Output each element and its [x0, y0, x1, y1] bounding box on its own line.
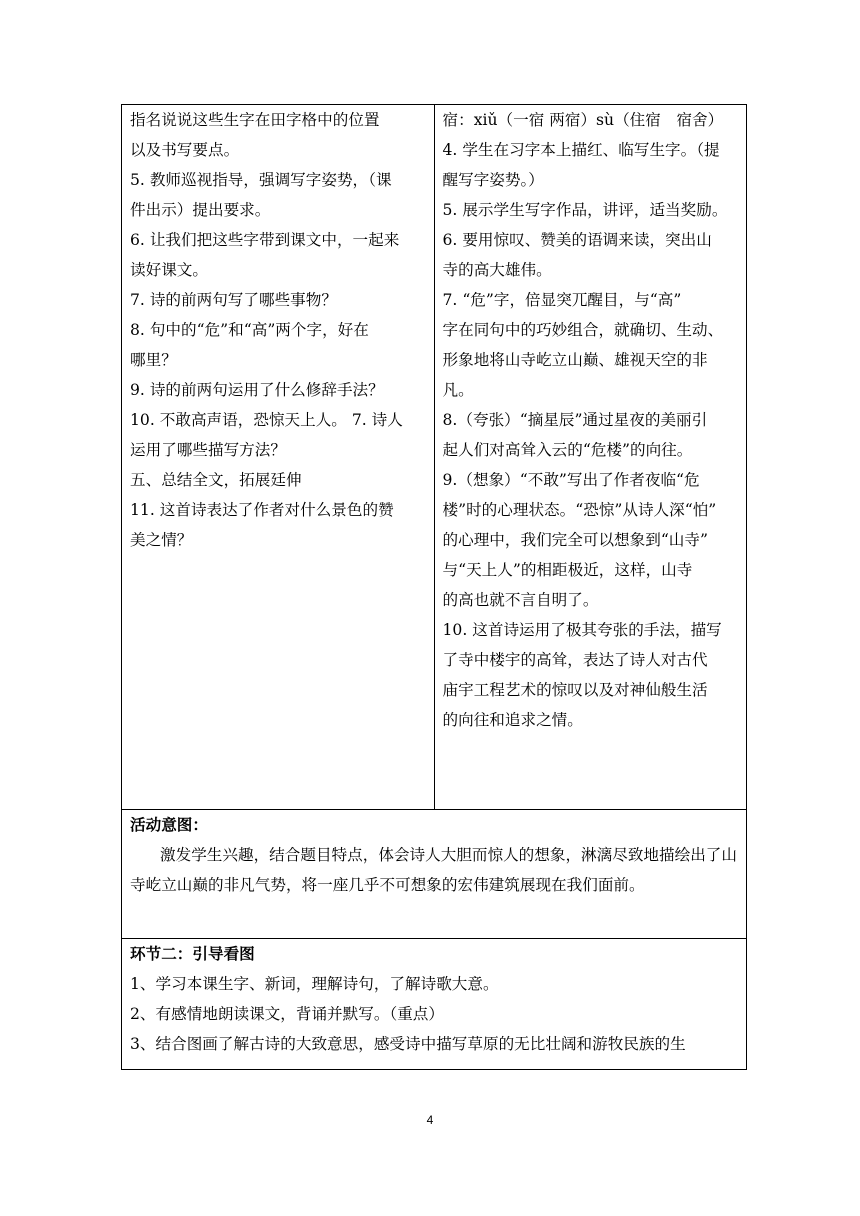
activity-intent-title: 活动意图：: [130, 816, 208, 834]
right-line: 起人们对高耸入云的“危楼”的向往。: [442, 441, 693, 459]
left-line: 美之情？: [130, 531, 193, 549]
right-line: 6. 要用惊叹、赞美的语调来读，突出山: [442, 231, 712, 249]
right-line: 4. 学生在习字本上描红、临写生字。（提: [442, 141, 720, 159]
right-line: 8.（夸张）“摘星辰”通过星夜的美丽引: [442, 411, 708, 429]
section-two-title: 环节二：引导看图: [130, 945, 255, 963]
section-two-item: 2、有感情地朗读课文，背诵并默写。（重点）: [130, 1005, 444, 1023]
activity-intent-cell: [122, 810, 747, 939]
section-two-cell: [122, 939, 747, 1070]
section-two-item: 3、结合图画了解古诗的大致意思，感受诗中描写草原的无比壮阔和游牧民族的生: [130, 1035, 686, 1053]
right-line: 了寺中楼宇的高耸，表达了诗人对古代: [442, 651, 708, 669]
left-line: 指名说说这些生字在田字格中的位置: [130, 111, 380, 129]
left-line: 7. 诗的前两句写了哪些事物？: [130, 291, 337, 309]
left-line: 10. 不敢高声语，恐惊天上人。 7. 诗人: [130, 411, 403, 429]
left-line: 11. 这首诗表达了作者对什么景色的赞: [130, 501, 394, 519]
left-line: 读好课文。: [130, 261, 208, 279]
right-line: 的心理中，我们完全可以想象到“山寺”: [442, 531, 708, 549]
activity-intent-text: 激发学生兴趣，结合题目特点，体会诗人大胆而惊人的想象，淋漓尽致地描绘出了山寺屹立山巅的非凡气势，将一座几乎不可想象的宏伟建筑展现在我们面前。: [130, 846, 737, 894]
left-line: 6. 让我们把这些字带到课文中，一起来: [130, 231, 400, 249]
right-line: 楼”时的心理状态。“恐惊”从诗人深“怕”: [442, 501, 717, 519]
right-line: 10. 这首诗运用了极其夸张的手法，描写: [442, 621, 722, 639]
section-two-row: [122, 939, 747, 1070]
left-line: 以及书写要点。: [130, 141, 240, 159]
right-line: 寺的高大雄伟。: [442, 261, 552, 279]
activity-intent-row: [122, 810, 747, 939]
left-line: 五、总结全文，拓展廷伸: [130, 471, 302, 489]
student-activity-cell: [434, 105, 747, 810]
right-line: 与“天上人”的相距极近，这样，山寺: [442, 561, 693, 579]
right-line: 形象地将山寺屹立山巅、雄视天空的非: [442, 351, 708, 369]
left-line: 哪里？: [130, 351, 177, 369]
right-line: 7. “危”字，倍显突兀醒目，与“高”: [442, 291, 682, 309]
left-line: 8. 句中的“危”和“高”两个字，好在: [130, 321, 369, 339]
right-line: 字在同句中的巧妙组合，就确切、生动、: [442, 321, 724, 339]
section-two-item: 1、学习本课生字、新词，理解诗句，了解诗歌大意。: [130, 975, 499, 993]
right-line: 凡。: [442, 381, 474, 399]
left-line: 5. 教师巡视指导，强调写字姿势，（课: [130, 171, 392, 189]
right-line: 9.（想象）“不敢”写出了作者夜临“危: [442, 471, 700, 489]
left-line: 9. 诗的前两句运用了什么修辞手法？: [130, 381, 384, 399]
left-line: 运用了哪些描写方法？: [130, 441, 286, 459]
right-line: 5. 展示学生写字作品，讲评，适当奖励。: [442, 201, 728, 219]
right-line: 醒写字姿势。）: [442, 171, 544, 189]
right-line: 宿：xiǔ（一宿 两宿）sù（住宿 宿舍）: [442, 111, 724, 129]
right-line: 的向往和追求之情。: [442, 711, 583, 729]
two-column-row: [122, 105, 747, 810]
right-line: 庙宇工程艺术的惊叹以及对神仙般生活: [442, 681, 708, 699]
lesson-plan-table: [121, 104, 747, 1070]
teacher-activity-cell: [122, 105, 435, 810]
left-line: 件出示）提出要求。: [130, 201, 271, 219]
right-line: 的高也就不言自明了。: [442, 591, 599, 609]
page-number: 4: [426, 1113, 434, 1127]
